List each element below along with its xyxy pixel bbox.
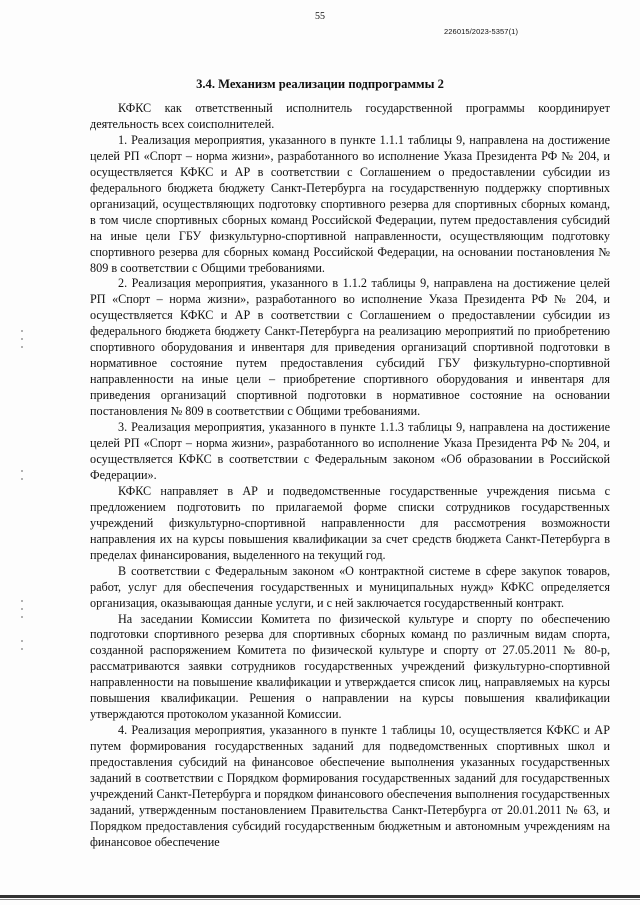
- document-body: [90, 101, 610, 851]
- paragraph: КФКС как ответственный исполнитель государственной программы координирует деятельность всех соисполнителей.: [90, 101, 610, 131]
- paragraph: На заседании Комиссии Комитета по физической культуре и спорту по обеспечению подготовки спортивного резерва для спортивных сборных команд по различным видам спорта, созданной распоряжением Комитета по физической культуре и спорту от 27.05.2011 № 80-р, рассматриваются заявки сотрудников государственных учреждений физкультурно-спортивной направленности на повышение квалификации и утверждается список лиц, направляемых на курсы повышения квалификации. Решения о направлении на курсы повышения квалификации утверждаются протоколом указанной Комиссии.: [90, 611, 610, 722]
- scan-margin-dots: [20, 0, 24, 905]
- document-id: 226015/2023-5357(1): [444, 27, 519, 36]
- paragraph: 3. Реализация мероприятия, указанного в пункте 1.1.3 таблицы 9, направлена на достижение целей РП «Спорт – норма жизни», разработанного во исполнение Указа Президента РФ № 204, и осуществляется КФКС в соответствии с Федеральным законом «Об образовании в Российской Федерации».: [90, 420, 610, 482]
- paragraph: КФКС направляет в АР и подведомственные государственные учреждения письма с предложением подготовить по прилагаемой форме списки сотрудников государственных учреждений физкультурно-спортивной направленности для рассмотрения возможности направления их на курсы повышения квалификации за счет средств бюджета Санкт-Петербурга в пределах финансирования, выделенного на текущий год.: [90, 483, 610, 562]
- page-number: 55: [315, 11, 325, 22]
- paragraph: В соответствии с Федеральным законом «О контрактной системе в сфере закупок товаров, работ, услуг для обеспечения государственных и муниципальных нужд» КФКС определяется организация, оказывающая данные услуги, и с ней заключается государственный контракт.: [90, 563, 610, 610]
- paragraph: 2. Реализация мероприятия, указанного в 1.1.2 таблицы 9, направлена на достижение целей РП «Спорт – норма жизни», разработанного во исполнение Указа Президента РФ № 204, и осуществляется КФКС и АР в соответствии с Соглашением о предоставлении субсидии из федерального бюджета бюджету Санкт-Петербурга на реализацию мероприятий по приобретению спортивного оборудования и инвентаря для приведения организаций спортивной подготовки в нормативное состояние путем предоставления субсидий ГБУ физкультурно-спортивной направленности на иные цели – приобретение спортивного оборудования и инвентаря для приведения организаций спортивной подготовки в нормативное состояние на основании постановления № 809 в соответствии с Общими требованиями.: [90, 276, 610, 419]
- paragraph: 1. Реализация мероприятия, указанного в пункте 1.1.1 таблицы 9, направлена на достижение целей РП «Спорт – норма жизни», разработанного во исполнение Указа Президента РФ № 204, и осуществляется КФКС и АР в соответствии с Соглашением о предоставлении субсидии из федерального бюджета бюджету Санкт-Петербурга на государственную поддержку спортивных организаций, осуществляющих подготовку спортивного резерва для спортивных сборных команд, в том числе спортивных сборных команд Российской Федерации, путем предоставления субсидий на иные цели ГБУ физкультурно-спортивной направленности, осуществляющим подготовку спортивного резерва для сборных команд Российской Федерации, на основании постановления № 809 в соответствии с Общими требованиями.: [90, 132, 610, 275]
- paragraph: 4. Реализация мероприятия, указанного в пункте 1 таблицы 10, осуществляется КФКС и АР путем формирования государственных заданий для подведомственных спортивных школ и предоставления субсидий на финансовое обеспечение выполнения указанных государственных заданий в соответствии с Порядком формирования государственных заданий для государственных учреждений Санкт-Петербурга и порядком финансового обеспечения выполнения государственных заданий, утвержденным постановлением Правительства Санкт-Петербурга от 20.01.2011 № 63, и Порядком предоставления субсидий государственным бюджетным и автономным учреждениям на финансовое обеспечение: [90, 723, 610, 849]
- section-title: 3.4. Механизм реализации подпрограммы 2: [196, 77, 444, 91]
- scan-bottom-edge-thin: [0, 899, 640, 900]
- scan-bottom-edge: [0, 895, 640, 898]
